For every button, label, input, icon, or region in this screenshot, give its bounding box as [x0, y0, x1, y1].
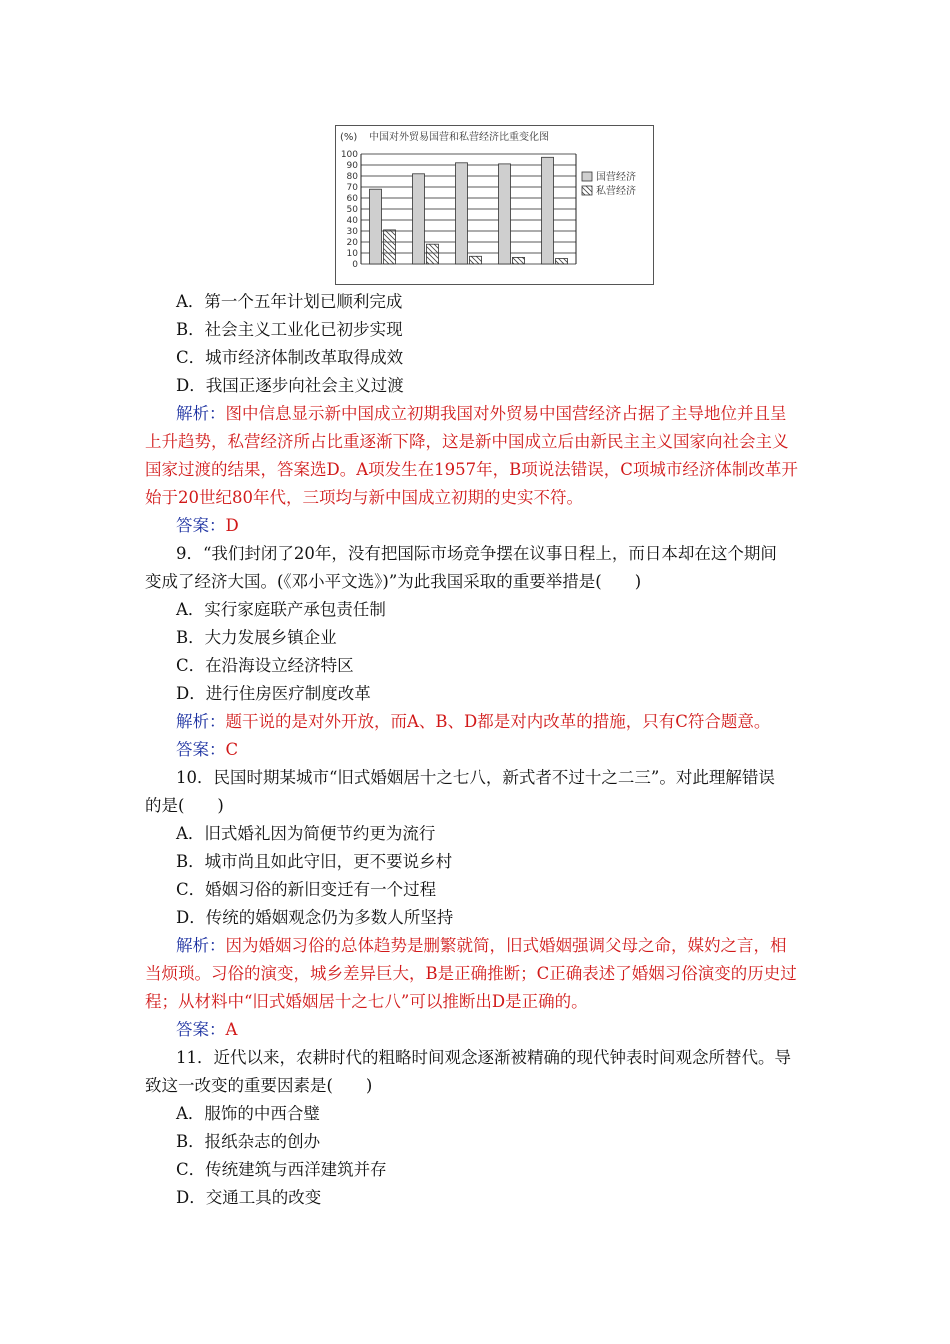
q8-option-b: B．社会主义工业化已初步实现 — [176, 320, 403, 339]
q8-option-c: C．城市经济体制改革取得成效 — [176, 348, 404, 367]
chart-title: 中国对外贸易国营和私营经济比重变化图 — [369, 132, 549, 143]
q8-answer — [176, 516, 239, 536]
q9-stem-2: 变成了经济大国。(《邓小平文选》)”为此我国采取的重要举措是( ) — [145, 572, 642, 591]
q9-stem-1: 9．“我们封闭了20年，没有把国际市场竞争摆在议事日程上，而日本却在这个期间 — [176, 544, 777, 563]
q10-analysis-label: 解析： — [176, 936, 226, 955]
q10-analysis-text-1: 因为婚姻习俗的总体趋势是删繁就简，旧式婚姻强调父母之命，媒妁之言，相 — [225, 936, 787, 955]
trade-chart-svg — [336, 126, 653, 284]
private-economy-bar — [427, 244, 439, 264]
q10-analysis-line-2: 当烦琐。习俗的演变，城乡差异巨大，B是正确推断；C正确表述了婚姻习俗演变的历史过 — [145, 964, 797, 983]
q8-option-d: D．我国正逐步向社会主义过渡 — [176, 376, 404, 395]
y-tick-label: 40 — [346, 216, 358, 226]
state-economy-bar — [499, 164, 511, 264]
q10-analysis-line-3: 程；从材料中“旧式婚姻居十之七八”可以推断出D是正确的。 — [145, 992, 588, 1011]
legend-label-state: 国营经济 — [596, 172, 636, 183]
y-tick-label: 80 — [346, 172, 358, 182]
q8-analysis-line-3: 国家过渡的结果，答案选D。A项发生在1957年，B项说法错误，C项城市经济体制改革开 — [145, 460, 798, 479]
y-tick-label: 30 — [346, 227, 358, 237]
y-tick-label: 90 — [346, 161, 358, 171]
q9-option-a: A．实行家庭联产承包责任制 — [176, 600, 386, 619]
q8-analysis-line-2: 上升趋势，私营经济所占比重逐渐下降，这是新中国成立后由新民主主义国家向社会主义 — [145, 432, 789, 451]
state-economy-bar — [413, 174, 425, 264]
q8-answer-value: D — [225, 516, 239, 535]
q8-option-a: A．第一个五年计划已顺利完成 — [176, 292, 403, 311]
y-tick-label: 70 — [346, 183, 358, 193]
q8-analysis-line-4: 始于20世纪80年代，三项均与新中国成立初期的史实不符。 — [145, 488, 583, 507]
private-economy-bar — [470, 256, 482, 264]
q11-option-d: D．交通工具的改变 — [176, 1188, 322, 1207]
trade-chart — [335, 125, 654, 285]
q8-analysis-label: 解析： — [176, 404, 226, 423]
q8-analysis-text-1: 图中信息显示新中国成立初期我国对外贸易中国营经济占据了主导地位并且呈 — [225, 404, 787, 423]
q10-answer-value: A — [225, 1020, 238, 1039]
q9-answer-value: C — [225, 740, 239, 759]
state-economy-bar — [370, 189, 382, 264]
legend-label-private: 私营经济 — [596, 186, 636, 197]
state-economy-bar — [542, 157, 554, 264]
q9-option-b: B．大力发展乡镇企业 — [176, 628, 337, 647]
y-tick-label: 0 — [352, 260, 358, 270]
q9-analysis-label: 解析： — [176, 712, 226, 731]
q11-option-a: A．服饰的中西合璧 — [176, 1104, 320, 1123]
q10-option-a: A．旧式婚礼因为简便节约更为流行 — [176, 824, 436, 843]
q9-answer — [176, 740, 238, 760]
private-economy-bar — [513, 257, 525, 264]
q11-option-c: C．传统建筑与西洋建筑并存 — [176, 1160, 387, 1179]
q10-option-c: C．婚姻习俗的新旧变迁有一个过程 — [176, 880, 437, 899]
state-economy-bar — [456, 163, 468, 264]
q10-analysis-line-1 — [176, 936, 787, 956]
private-economy-bar — [384, 230, 396, 264]
chart-yunit: (%) — [340, 132, 358, 143]
q11-option-b: B．报纸杂志的创办 — [176, 1132, 321, 1151]
q9-analysis-line-1 — [176, 712, 770, 732]
y-tick-label: 10 — [346, 249, 358, 259]
y-tick-label: 20 — [346, 238, 358, 248]
legend-swatch-private — [582, 186, 592, 195]
y-tick-label: 100 — [340, 150, 358, 160]
y-tick-label: 60 — [346, 194, 358, 204]
q9-option-d: D．进行住房医疗制度改革 — [176, 684, 371, 703]
q10-option-b: B．城市尚且如此守旧，更不要说乡村 — [176, 852, 453, 871]
q10-stem-2: 的是( ) — [145, 796, 224, 815]
q9-option-c: C．在沿海设立经济特区 — [176, 656, 354, 675]
q11-stem-1: 11．近代以来，农耕时代的粗略时间观念逐渐被精确的现代钟表时间观念所替代。导 — [176, 1048, 791, 1067]
legend-swatch-state — [582, 172, 592, 181]
q8-answer-label: 答案： — [176, 516, 226, 535]
q9-answer-label: 答案： — [176, 740, 226, 759]
q9-analysis-text-1: 题干说的是对外开放，而A、B、D都是对内改革的措施，只有C符合题意。 — [225, 712, 771, 731]
q10-answer — [176, 1020, 237, 1040]
y-tick-label: 50 — [346, 205, 358, 215]
q8-analysis-line-1 — [176, 404, 787, 424]
private-economy-bar — [556, 259, 568, 265]
q10-stem-1: 10．民国时期某城市“旧式婚姻居十之七八，新式者不过十之二三”。对此理解错误 — [176, 768, 775, 787]
q10-answer-label: 答案： — [176, 1020, 226, 1039]
q11-stem-2: 致这一改变的重要因素是( ) — [145, 1076, 373, 1095]
q10-option-d: D．传统的婚姻观念仍为多数人所坚持 — [176, 908, 454, 927]
